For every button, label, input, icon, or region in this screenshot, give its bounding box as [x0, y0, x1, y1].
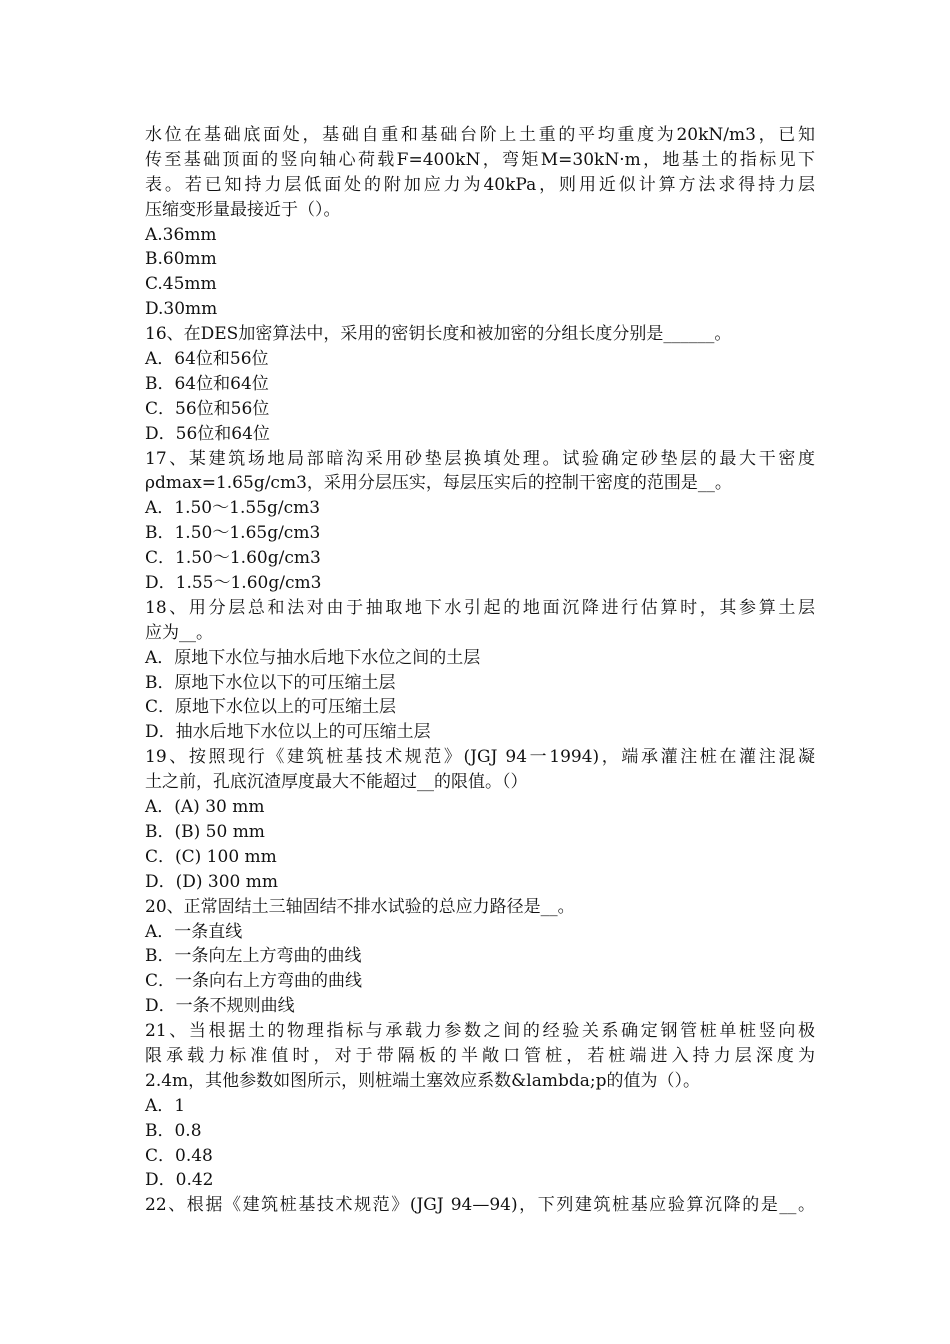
text-line: 20、正常固结土三轴固结不排水试验的总应力路径是__。 [145, 896, 575, 917]
text-line: D．抽水后地下水位以上的可压缩土层 [145, 722, 431, 743]
text-line: 限承载力标准值时，对于带隔板的半敞口管桩，若桩端进入持力层深度为 [145, 1045, 815, 1066]
text-line: B．原地下水位以下的可压缩土层 [145, 672, 396, 693]
text-line: 表。若已知持力层低面处的附加应力为40kPa，则用近似计算方法求得持力层 [145, 174, 815, 195]
text-line: 16、在DES加密算法中，采用的密钥长度和被加密的分组长度分别是______。 [145, 324, 732, 345]
text-line: C．56位和56位 [145, 398, 270, 419]
text-line: A．64位和56位 [145, 349, 269, 370]
text-line: B.60mm [145, 249, 217, 270]
text-line: B．1.50～1.65g/cm3 [145, 523, 321, 544]
text-line: A．一条直线 [145, 921, 243, 942]
text-line: C．一条向右上方弯曲的曲线 [145, 971, 363, 992]
text-line: D．0.42 [145, 1170, 214, 1191]
text-line: A．原地下水位与抽水后地下水位之间的土层 [145, 647, 481, 668]
text-line: D．1.55～1.60g/cm3 [145, 573, 322, 594]
text-line: 18、用分层总和法对由于抽取地下水引起的地面沉降进行估算时，其参算土层 [145, 597, 815, 618]
text-line: 2.4m，其他参数如图所示，则桩端土塞效应系数&lambda;p的值为（）。 [145, 1070, 700, 1091]
text-line: C.45mm [145, 274, 217, 295]
text-line: 水位在基础底面处，基础自重和基础台阶上土重的平均重度为20kN/m3，已知 [145, 125, 815, 145]
text-line: 压缩变形量最接近于（）。 [145, 199, 341, 220]
text-line: C．0.48 [145, 1145, 213, 1166]
text-line: D．56位和64位 [145, 423, 270, 444]
text-line: D．(D) 300 mm [145, 871, 279, 892]
text-line: 17、某建筑场地局部暗沟采用砂垫层换填处理。试验确定砂垫层的最大干密度 [145, 448, 815, 469]
text-line: B．64位和64位 [145, 373, 269, 394]
text-line: A．(A) 30 mm [145, 797, 265, 818]
text-line: C．原地下水位以上的可压缩土层 [145, 697, 397, 718]
text-line: 19、按照现行《建筑桩基技术规范》(JGJ 94一1994)，端承灌注桩在灌注混凝 [145, 747, 815, 768]
text-line: D．一条不规则曲线 [145, 996, 295, 1017]
text-line: A．1.50～1.55g/cm3 [145, 498, 321, 519]
text-line: B．0.8 [145, 1120, 202, 1141]
text-line: C．(C) 100 mm [145, 846, 277, 867]
text-line: A.36mm [145, 224, 217, 245]
text-line: B．一条向左上方弯曲的曲线 [145, 946, 362, 967]
text-line: B．(B) 50 mm [145, 821, 265, 842]
text-line: 应为__。 [145, 622, 213, 643]
text-line: 21、当根据土的物理指标与承载力参数之间的经验关系确定钢管桩单桩竖向极 [145, 1021, 815, 1042]
text-line: C．1.50～1.60g/cm3 [145, 548, 321, 569]
text-line: 土之前，孔底沉渣厚度最大不能超过__的限值。（） [145, 772, 528, 793]
text-line: A．1 [145, 1095, 186, 1116]
text-line: ρdmax=1.65g/cm3，采用分层压实，每层压实后的控制干密度的范围是__。 [145, 473, 732, 494]
text-line: D.30mm [145, 299, 218, 320]
document-page [145, 123, 815, 1218]
text-line: 传至基础顶面的竖向轴心荷载F=400kN，弯矩M=30kN·m，地基土的指标见下 [145, 149, 815, 170]
text-line: 22、根据《建筑桩基技术规范》(JGJ 94—94)，下列建筑桩基应验算沉降的是__。 [145, 1195, 815, 1216]
